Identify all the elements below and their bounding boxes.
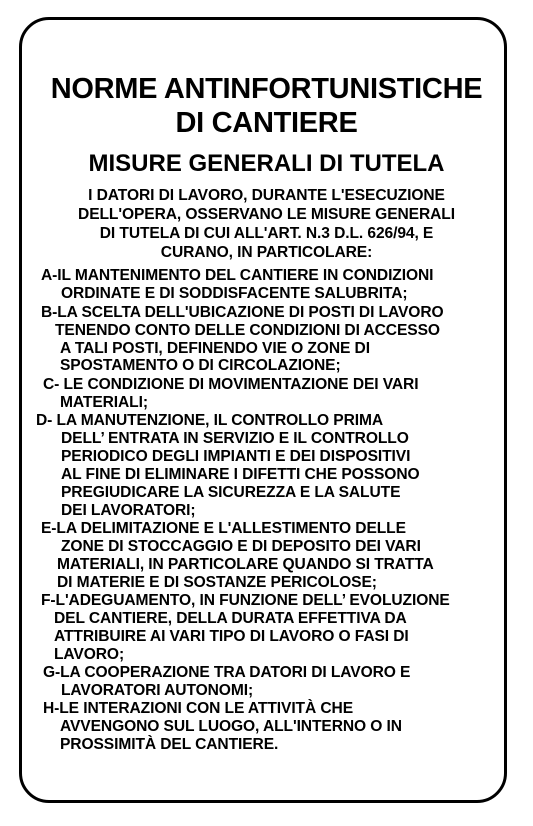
item-c-line: MATERIALI; xyxy=(60,394,148,411)
item-f-line: DEL CANTIERE, DELLA DURATA EFFETTIVA DA xyxy=(54,610,407,627)
item-a-line: A-IL MANTENIMENTO DEL CANTIERE IN CONDIZIONI xyxy=(41,267,434,284)
item-e-line: DI MATERIE E DI SOSTANZE PERICOLOSE; xyxy=(57,574,377,591)
item-b-line: B-LA SCELTA DELL'UBICAZIONE DI POSTI DI LAVORO xyxy=(41,304,444,321)
item-d-line: DEI LAVORATORI; xyxy=(61,502,196,519)
item-h-line: PROSSIMITÀ DEL CANTIERE. xyxy=(60,736,279,753)
item-d-line: PERIODICO DEGLI IMPIANTI E DEI DISPOSITIVI xyxy=(61,448,411,465)
item-f-line: LAVORO; xyxy=(54,646,125,663)
item-d-line: AL FINE DI ELIMINARE I DIFETTI CHE POSSONO xyxy=(61,466,420,483)
intro-line: I DATORI DI LAVORO, DURANTE L'ESECUZIONE xyxy=(88,187,445,204)
item-c-line: C- LE CONDIZIONE DI MOVIMENTAZIONE DEI VARI xyxy=(43,376,419,393)
item-b-line: A TALI POSTI, DEFINENDO VIE O ZONE DI xyxy=(60,340,370,357)
item-e-line: E-LA DELIMITAZIONE E L'ALLESTIMENTO DELLE xyxy=(41,520,406,537)
item-a-line: ORDINATE E DI SODDISFACENTE SALUBRITA; xyxy=(61,285,408,302)
item-h-line: H-LE INTERAZIONI CON LE ATTIVITÀ CHE xyxy=(43,700,353,717)
item-g-line: LAVORATORI AUTONOMI; xyxy=(61,682,254,699)
title-line-2: DI CANTIERE xyxy=(175,107,358,139)
item-h-line: AVVENGONO SUL LUOGO, ALL'INTERNO O IN xyxy=(60,718,402,735)
item-f-line: ATTRIBUIRE AI VARI TIPO DI LAVORO O FASI DI xyxy=(54,628,409,645)
item-e-line: ZONE DI STOCCAGGIO E DI DEPOSITO DEI VARI xyxy=(61,538,421,555)
subtitle: MISURE GENERALI DI TUTELA xyxy=(88,150,445,177)
intro-line: CURANO, IN PARTICOLARE: xyxy=(160,244,373,261)
item-e-line: MATERIALI, IN PARTICOLARE QUANDO SI TRATTA xyxy=(57,556,434,573)
intro-line: DI TUTELA DI CUI ALL'ART. N.3 D.L. 626/94, E xyxy=(99,225,434,242)
item-b-line: TENENDO CONTO DELLE CONDIZIONI DI ACCESSO xyxy=(55,322,440,339)
item-d-line: DELL’ ENTRATA IN SERVIZIO E IL CONTROLLO xyxy=(61,430,409,447)
item-f-line: F-L'ADEGUAMENTO, IN FUNZIONE DELL’ EVOLUZIONE xyxy=(41,592,450,609)
intro-line: DELL'OPERA, OSSERVANO LE MISURE GENERALI xyxy=(78,206,455,223)
item-d-line: PREGIUDICARE LA SICUREZZA E LA SALUTE xyxy=(61,484,401,501)
item-d-line: D- LA MANUTENZIONE, IL CONTROLLO PRIMA xyxy=(36,412,384,429)
title-line-1: NORME ANTINFORTUNISTICHE xyxy=(50,73,483,105)
item-g-line: G-LA COOPERAZIONE TRA DATORI DI LAVORO E xyxy=(43,664,411,681)
item-b-line: SPOSTAMENTO O DI CIRCOLAZIONE; xyxy=(60,357,341,374)
